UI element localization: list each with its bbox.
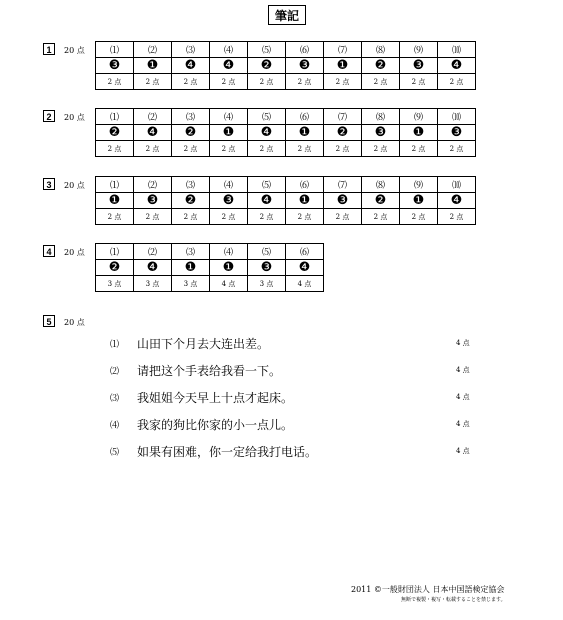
item-points: 4 点 xyxy=(456,339,470,347)
score-cell: 2 点 xyxy=(400,141,438,157)
answer-cell: ❸ xyxy=(248,260,286,276)
score-cell: 2 点 xyxy=(134,141,172,157)
section-points: 20 点 xyxy=(64,46,85,55)
question-number-cell: ⑼ xyxy=(400,177,438,193)
score-cell: 2 点 xyxy=(286,74,324,90)
score-cell: 2 点 xyxy=(96,141,134,157)
answer-cell: ❷ xyxy=(96,260,134,276)
list-item xyxy=(110,362,480,378)
table-row xyxy=(96,260,324,276)
answer-cell: ❹ xyxy=(248,125,286,141)
section-number: 1 xyxy=(43,43,55,55)
question-number-cell: ⑴ xyxy=(96,42,134,58)
answer-cell: ❷ xyxy=(248,58,286,74)
question-number-cell: ⑵ xyxy=(134,42,172,58)
score-cell: 3 点 xyxy=(96,276,134,292)
question-number-cell: ⑷ xyxy=(210,244,248,260)
section-points: 20 点 xyxy=(64,248,85,257)
score-cell: 2 点 xyxy=(400,209,438,225)
answer-table xyxy=(95,41,476,90)
table-row xyxy=(96,209,476,225)
answer-cell: ❶ xyxy=(210,125,248,141)
answer-cell: ❶ xyxy=(324,58,362,74)
question-number-cell: ⑻ xyxy=(362,177,400,193)
question-number-cell: ⑹ xyxy=(286,177,324,193)
answer-cell: ❶ xyxy=(286,125,324,141)
answer-cell: ❷ xyxy=(172,193,210,209)
table-row xyxy=(96,109,476,125)
table-row xyxy=(96,276,324,292)
score-cell: 3 点 xyxy=(172,276,210,292)
table-row xyxy=(96,74,476,90)
item-number: ⑷ xyxy=(110,421,120,431)
table-row xyxy=(96,244,324,260)
question-number-cell: ⑺ xyxy=(324,42,362,58)
list-item xyxy=(110,389,480,405)
question-number-cell: ⑺ xyxy=(324,177,362,193)
score-cell: 2 点 xyxy=(248,209,286,225)
item-points: 4 点 xyxy=(456,366,470,374)
answer-cell: ❷ xyxy=(324,125,362,141)
question-number-cell: ⑼ xyxy=(400,42,438,58)
list-item xyxy=(110,335,480,351)
question-number-cell: ⑶ xyxy=(172,244,210,260)
score-cell: 4 点 xyxy=(210,276,248,292)
question-number-cell: ⑽ xyxy=(438,109,476,125)
score-cell: 2 点 xyxy=(210,74,248,90)
question-number-cell: ⑶ xyxy=(172,109,210,125)
answer-cell: ❹ xyxy=(286,260,324,276)
sentence-text: 请把这个手表给我看一下。 xyxy=(137,364,282,378)
question-number-cell: ⑻ xyxy=(362,42,400,58)
question-number-cell: ⑽ xyxy=(438,177,476,193)
answer-cell: ❸ xyxy=(96,58,134,74)
answer-cell: ❸ xyxy=(210,193,248,209)
score-cell: 4 点 xyxy=(286,276,324,292)
answer-cell: ❹ xyxy=(248,193,286,209)
score-cell: 2 点 xyxy=(286,209,324,225)
score-cell: 3 点 xyxy=(248,276,286,292)
answer-cell: ❷ xyxy=(96,125,134,141)
answer-table xyxy=(95,108,476,157)
question-number-cell: ⑴ xyxy=(96,109,134,125)
answer-cell: ❹ xyxy=(134,260,172,276)
score-cell: 2 点 xyxy=(248,141,286,157)
item-number: ⑶ xyxy=(110,394,120,404)
table-row xyxy=(96,42,476,58)
answer-cell: ❶ xyxy=(400,193,438,209)
answer-cell: ❹ xyxy=(438,58,476,74)
list-item xyxy=(110,443,480,459)
section-number: 3 xyxy=(43,178,55,190)
score-cell: 3 点 xyxy=(134,276,172,292)
score-cell: 2 点 xyxy=(362,74,400,90)
reproduction-notice: 無断で複製・複写・転載することを禁じます。 xyxy=(401,597,506,603)
score-cell: 2 点 xyxy=(96,209,134,225)
score-cell: 2 点 xyxy=(172,74,210,90)
section-points: 20 点 xyxy=(64,318,85,327)
question-number-cell: ⑵ xyxy=(134,109,172,125)
section-points: 20 点 xyxy=(64,113,85,122)
question-number-cell: ⑸ xyxy=(248,42,286,58)
answer-cell: ❶ xyxy=(210,260,248,276)
answer-cell: ❶ xyxy=(172,260,210,276)
score-cell: 2 点 xyxy=(438,141,476,157)
question-number-cell: ⑴ xyxy=(96,177,134,193)
question-number-cell: ⑷ xyxy=(210,177,248,193)
page-title: 筆記 xyxy=(268,5,306,25)
question-number-cell: ⑸ xyxy=(248,109,286,125)
score-cell: 2 点 xyxy=(134,209,172,225)
item-points: 4 点 xyxy=(456,393,470,401)
question-number-cell: ⑶ xyxy=(172,42,210,58)
question-number-cell: ⑷ xyxy=(210,42,248,58)
score-cell: 2 点 xyxy=(210,209,248,225)
table-row xyxy=(96,193,476,209)
item-number: ⑴ xyxy=(110,340,120,350)
answer-cell: ❷ xyxy=(362,193,400,209)
question-number-cell: ⑸ xyxy=(248,177,286,193)
question-number-cell: ⑵ xyxy=(134,244,172,260)
score-cell: 2 点 xyxy=(362,209,400,225)
table-row xyxy=(96,141,476,157)
answer-cell: ❸ xyxy=(324,193,362,209)
answer-cell: ❹ xyxy=(438,193,476,209)
score-cell: 2 点 xyxy=(210,141,248,157)
section-number: 5 xyxy=(43,315,55,327)
section-points: 20 点 xyxy=(64,181,85,190)
score-cell: 2 点 xyxy=(286,141,324,157)
answer-cell: ❶ xyxy=(400,125,438,141)
score-cell: 2 点 xyxy=(172,209,210,225)
question-number-cell: ⑹ xyxy=(286,109,324,125)
answer-table xyxy=(95,176,476,225)
answer-cell: ❶ xyxy=(134,58,172,74)
score-cell: 2 点 xyxy=(362,141,400,157)
answer-cell: ❸ xyxy=(134,193,172,209)
item-points: 4 点 xyxy=(456,420,470,428)
sentence-text: 山田下个月去大连出差。 xyxy=(137,337,270,351)
question-number-cell: ⑷ xyxy=(210,109,248,125)
score-cell: 2 点 xyxy=(438,74,476,90)
section-number: 4 xyxy=(43,245,55,257)
score-cell: 2 点 xyxy=(438,209,476,225)
answer-cell: ❹ xyxy=(172,58,210,74)
answer-cell: ❶ xyxy=(96,193,134,209)
item-number: ⑵ xyxy=(110,367,120,377)
sentence-text: 我姐姐今天早上十点才起床。 xyxy=(137,391,294,405)
answer-cell: ❸ xyxy=(400,58,438,74)
answer-table xyxy=(95,243,324,292)
question-number-cell: ⑹ xyxy=(286,42,324,58)
answer-cell: ❹ xyxy=(210,58,248,74)
table-row xyxy=(96,58,476,74)
item-points: 4 点 xyxy=(456,447,470,455)
answer-cell: ❸ xyxy=(438,125,476,141)
question-number-cell: ⑺ xyxy=(324,109,362,125)
sentence-text: 我家的狗比你家的小一点儿。 xyxy=(137,418,294,432)
score-cell: 2 点 xyxy=(96,74,134,90)
question-number-cell: ⑶ xyxy=(172,177,210,193)
answer-cell: ❸ xyxy=(286,58,324,74)
score-cell: 2 点 xyxy=(172,141,210,157)
list-item xyxy=(110,416,480,432)
question-number-cell: ⑼ xyxy=(400,109,438,125)
question-number-cell: ⑹ xyxy=(286,244,324,260)
answer-cell: ❷ xyxy=(172,125,210,141)
question-number-cell: ⑸ xyxy=(248,244,286,260)
answer-cell: ❸ xyxy=(362,125,400,141)
copyright: 2011 ©一般財団法人 日本中国語検定協会 xyxy=(351,585,505,594)
score-cell: 2 点 xyxy=(248,74,286,90)
table-row xyxy=(96,177,476,193)
sentence-text: 如果有困难，你一定给我打电话。 xyxy=(137,445,318,459)
score-cell: 2 点 xyxy=(134,74,172,90)
score-cell: 2 点 xyxy=(400,74,438,90)
score-cell: 2 点 xyxy=(324,74,362,90)
answer-cell: ❷ xyxy=(362,58,400,74)
answer-cell: ❶ xyxy=(286,193,324,209)
question-number-cell: ⑴ xyxy=(96,244,134,260)
section-number: 2 xyxy=(43,110,55,122)
question-number-cell: ⑽ xyxy=(438,42,476,58)
score-cell: 2 点 xyxy=(324,141,362,157)
item-number: ⑸ xyxy=(110,448,120,458)
table-row xyxy=(96,125,476,141)
score-cell: 2 点 xyxy=(324,209,362,225)
answer-cell: ❹ xyxy=(134,125,172,141)
question-number-cell: ⑻ xyxy=(362,109,400,125)
question-number-cell: ⑵ xyxy=(134,177,172,193)
